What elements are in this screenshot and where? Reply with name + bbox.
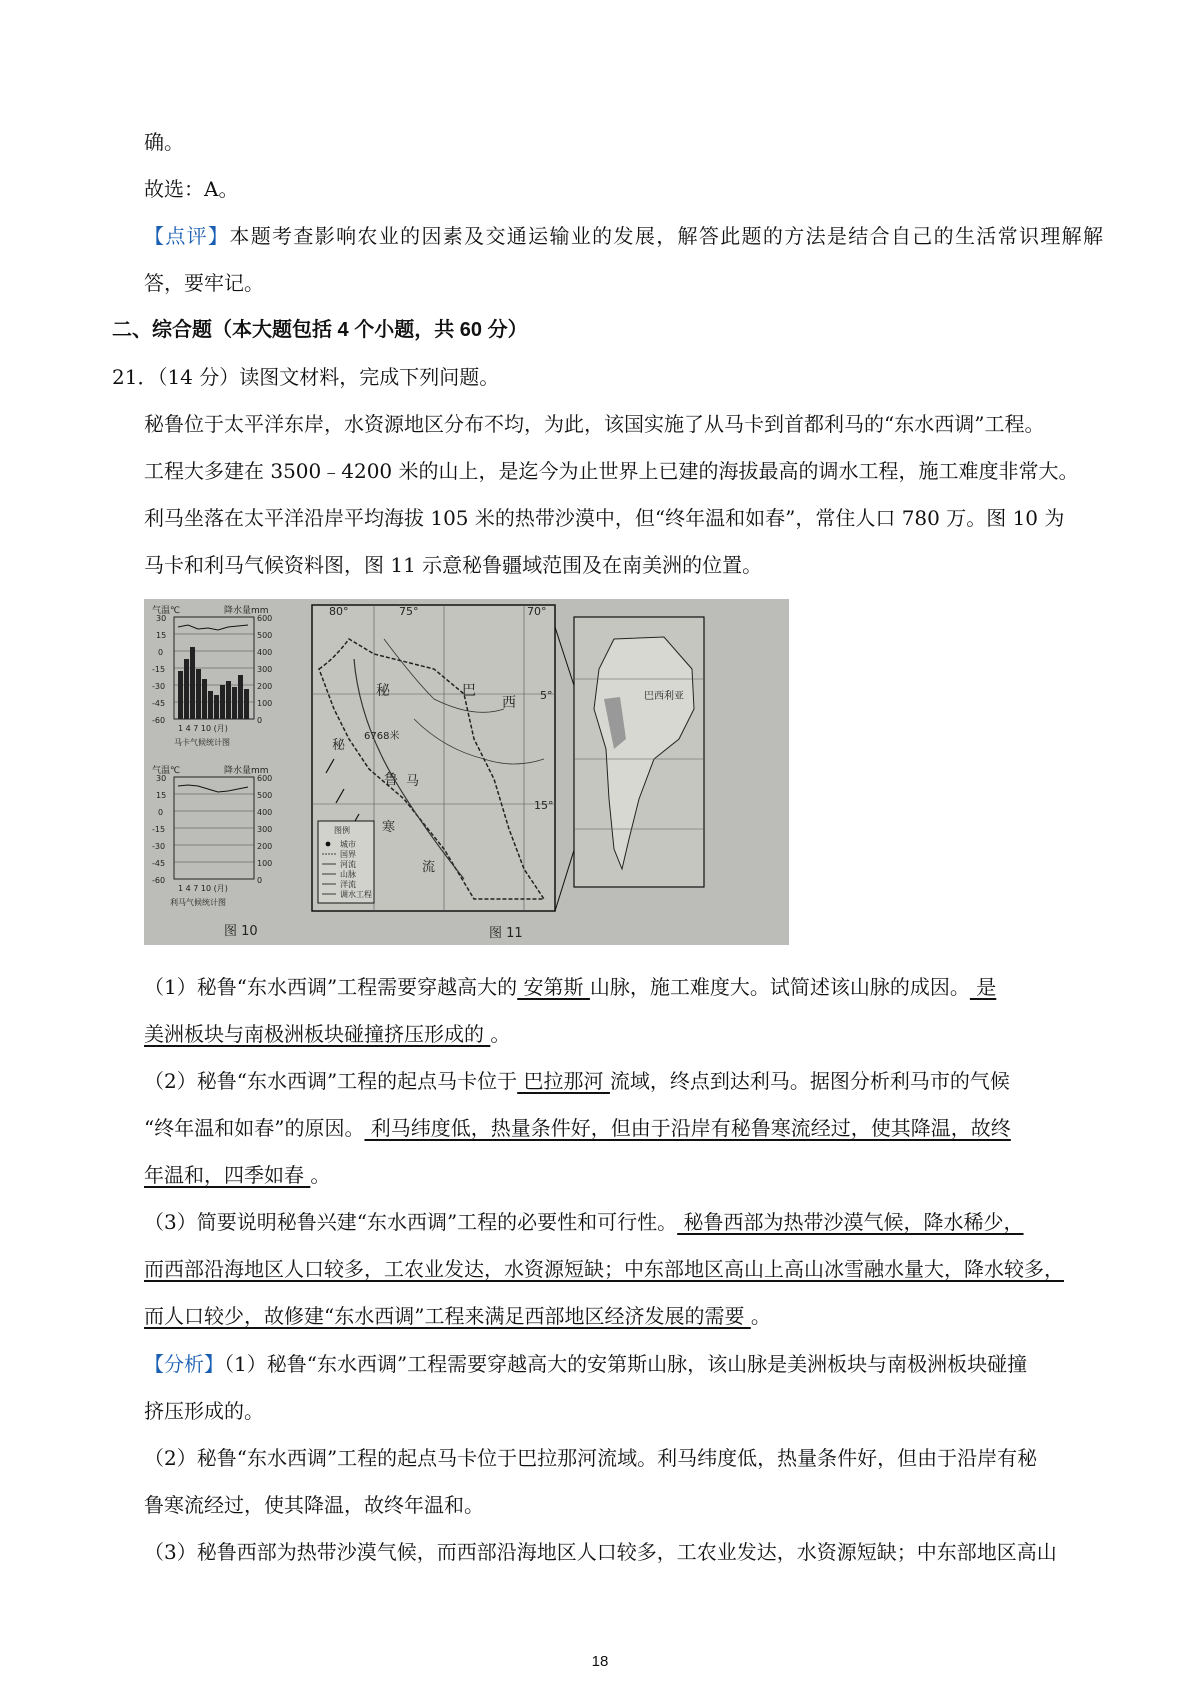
answer-blank: 巴拉那河 — [517, 1069, 610, 1093]
precip-axis-label: 降水量mm — [224, 766, 269, 776]
question-text: 流域，终点到达利马。据图分析利马市的气候 — [609, 1069, 1010, 1093]
question-number: 21．（14 分）读图文材料，完成下列问题。 — [112, 365, 500, 389]
analysis-line: 鲁寒流经过，使其降温，故终年温和。 — [144, 1493, 484, 1517]
precip-tick: 100 — [257, 699, 273, 708]
material-line: 利马坐落在太平洋沿岸平均海拔 105 米的热带沙漠中，但“终年温和如春”，常住人口 780 万。图 10 为 — [144, 506, 1065, 530]
question-text: 。 — [750, 1304, 771, 1328]
answer-blank: 是 — [969, 975, 997, 999]
temp-axis-label: 气温℃ — [152, 606, 181, 616]
question-1-line — [144, 1020, 1103, 1048]
question-text: （2）秘鲁“东水西调”工程的起点马卡位于 — [144, 1069, 518, 1093]
map-label-peru: 鲁 — [384, 772, 398, 788]
question-3-line — [144, 1255, 1103, 1283]
temp-tick: -60 — [152, 716, 166, 725]
map-label-current: 秘 — [332, 738, 346, 753]
temp-tick: -15 — [152, 825, 166, 834]
precip-axis-label: 降水量mm — [224, 606, 269, 616]
precip-tick: 500 — [257, 791, 273, 800]
temp-tick: -45 — [152, 699, 166, 708]
map-label-elevation: 6768米 — [364, 731, 400, 742]
south-america-inset — [574, 617, 704, 887]
map-lon-label: 70° — [527, 605, 547, 618]
question-text: （1）秘鲁“东水西调”工程需要穿越高大的 — [144, 975, 518, 999]
precip-tick: 0 — [257, 716, 263, 725]
precip-tick: 600 — [257, 614, 273, 623]
temp-tick: 30 — [156, 614, 167, 623]
comment-line — [144, 222, 1103, 250]
precip-tick: 300 — [257, 825, 273, 834]
fig10-caption: 图 10 — [224, 924, 258, 939]
analysis-tag: 【分析】 — [144, 1352, 224, 1376]
analysis-line — [144, 1350, 1103, 1378]
material-line: 秘鲁位于太平洋东岸，水资源地区分布不均，为此，该国实施了从马卡到首都利马的“东水西调”工程。 — [144, 412, 1045, 436]
month-ticks: 1 4 7 10 (月) — [178, 724, 228, 733]
question-text: （3）简要说明秘鲁兴建“东水西调”工程的必要性和可行性。 — [144, 1210, 678, 1234]
comment-text: 本题考查影响农业的因素及交通运输业的发展，解答此题的方法是结合自己的生活常识理解解 — [229, 224, 1104, 248]
temp-tick: -45 — [152, 859, 166, 868]
precip-tick: 500 — [257, 631, 273, 640]
legend-item: 洋流 — [340, 880, 356, 889]
map-label-current: 寒 — [382, 820, 396, 835]
material-line: 马卡和利马气候资料图，图 11 示意秘鲁疆域范围及在南美洲的位置。 — [144, 553, 763, 577]
map-lat-label: 5° — [540, 689, 553, 702]
inset-label-brasilia: 巴西利亚 — [644, 691, 684, 702]
figure-10-11 — [144, 599, 789, 945]
text-line: 答，要牢记。 — [144, 271, 264, 295]
temp-axis-label: 气温℃ — [152, 766, 181, 776]
fig11-caption: 图 11 — [489, 926, 523, 941]
legend-item: 河流 — [340, 860, 356, 869]
question-text: 。 — [490, 1022, 511, 1046]
text-line: 确。 — [144, 130, 184, 154]
map-label-maka: 马 — [406, 774, 420, 789]
precip-tick: 600 — [257, 774, 273, 783]
map-label-brazil: 西 — [502, 695, 516, 711]
question-text: 。 — [310, 1163, 331, 1187]
map-label-brazil: 巴 — [462, 683, 476, 699]
temp-tick: -30 — [152, 682, 166, 691]
precip-tick: 100 — [257, 859, 273, 868]
temp-tick: 0 — [158, 808, 164, 817]
precip-tick: 300 — [257, 665, 273, 674]
answer-blank: 秘鲁西部为热带沙漠气候，降水稀少， — [677, 1210, 1024, 1234]
chart2-axes — [174, 777, 254, 879]
section-heading: 二、综合题（本大题包括 4 个小题，共 60 分） — [112, 319, 528, 341]
answer-blank: 年温和，四季如春 — [144, 1163, 311, 1187]
question-1-line — [144, 973, 1103, 1001]
temp-tick: 30 — [156, 774, 167, 783]
analysis-line: 挤压形成的。 — [144, 1399, 264, 1423]
chart2-caption: 利马气候统计图 — [170, 898, 226, 907]
precip-tick: 200 — [257, 682, 273, 691]
precip-tick: 0 — [257, 876, 263, 885]
month-ticks: 1 4 7 10 (月) — [178, 884, 228, 893]
legend-item: 调水工程 — [340, 890, 372, 899]
page-number: 18 — [591, 1653, 609, 1670]
temp-tick: -30 — [152, 842, 166, 851]
map-lat-label: 15° — [534, 799, 554, 812]
chart1-caption: 马卡气候统计图 — [174, 738, 230, 747]
legend-item: 山脉 — [340, 870, 356, 879]
text-line: 故选：A。 — [144, 177, 239, 201]
temp-tick: 0 — [158, 648, 164, 657]
analysis-text: （1）秘鲁“东水西调”工程需要穿越高大的安第斯山脉，该山脉是美洲板块与南极洲板块碰撞 — [224, 1352, 1028, 1376]
comment-tag: 【点评】 — [144, 224, 230, 248]
chart1-axes — [174, 617, 254, 719]
question-2-line — [144, 1067, 1103, 1095]
question-3-line — [144, 1302, 1103, 1330]
precip-tick: 200 — [257, 842, 273, 851]
temp-tick: -60 — [152, 876, 166, 885]
temp-tick: 15 — [156, 631, 167, 640]
temp-tick: -15 — [152, 665, 166, 674]
question-text: “终年温和如春”的原因。 — [144, 1116, 365, 1140]
question-2-line — [144, 1161, 1103, 1189]
map-label-current: 流 — [422, 860, 436, 875]
answer-blank: 安第斯 — [517, 975, 590, 999]
analysis-line: （3）秘鲁西部为热带沙漠气候，而西部沿海地区人口较多，工农业发达，水资源短缺；中东部地区高山 — [144, 1540, 1057, 1564]
legend-title: 图例 — [334, 826, 350, 835]
map-lon-label: 75° — [399, 605, 419, 618]
precip-tick: 400 — [257, 648, 273, 657]
precip-tick: 400 — [257, 808, 273, 817]
analysis-line: （2）秘鲁“东水西调”工程的起点马卡位于巴拉那河流域。利马纬度低，热量条件好，但由于沿岸有秘 — [144, 1446, 1038, 1470]
question-text: 山脉，施工难度大。试简述该山脉的成因。 — [589, 975, 970, 999]
answer-blank: 而人口较少，故修建“东水西调”工程来满足西部地区经济发展的需要 — [144, 1304, 751, 1328]
question-2-line — [144, 1114, 1103, 1142]
answer-blank: 美洲板块与南极洲板块碰撞挤压形成的 — [144, 1022, 491, 1046]
map-lon-label: 80° — [329, 605, 349, 618]
answer-blank: 而西部沿海地区人口较多，工农业发达，水资源短缺；中东部地区高山上高山冰雪融水量大，降水较多， — [144, 1257, 1064, 1281]
material-line: 工程大多建在 3500﹣4200 米的山上，是迄今为止世界上已建的海拔最高的调水工程，施工难度非常大。 — [144, 459, 1079, 483]
question-3-line — [144, 1208, 1103, 1236]
legend-item: 国界 — [340, 850, 356, 859]
legend-item: 城市 — [340, 840, 356, 849]
map-label-peru: 秘 — [376, 683, 390, 699]
temp-tick: 15 — [156, 791, 167, 800]
answer-blank: 利马纬度低，热量条件好，但由于沿岸有秘鲁寒流经过，使其降温，故终 — [364, 1116, 1011, 1140]
